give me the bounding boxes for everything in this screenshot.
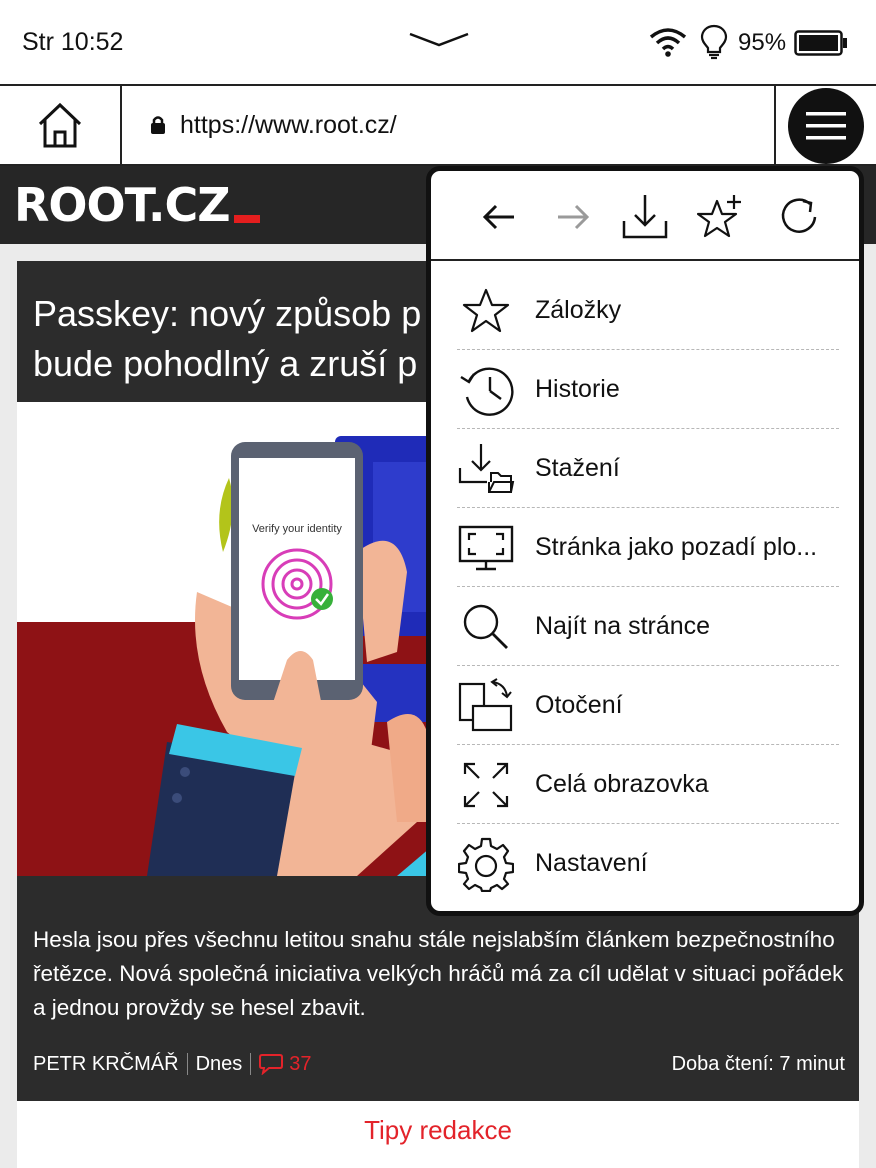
image-caption: Verify your identity: [252, 523, 342, 535]
menu-item-find-on-page[interactable]: [457, 587, 839, 666]
menu-toolbar: [431, 171, 859, 261]
back-arrow-icon: [482, 204, 516, 230]
menu-item-label: Stažení: [535, 454, 620, 482]
menu-item-fullscreen[interactable]: [457, 745, 839, 824]
site-logo[interactable]: [14, 178, 260, 232]
status-time: Str 10:52: [22, 28, 124, 56]
search-icon: [457, 598, 515, 656]
home-icon: [36, 102, 84, 148]
comment-count[interactable]: 37: [289, 1052, 312, 1075]
downloads-icon: [457, 440, 515, 498]
add-bookmark-button[interactable]: [697, 193, 745, 241]
menu-item-label: Otočení: [535, 691, 623, 719]
chevron-down-icon[interactable]: [408, 30, 470, 50]
browser-menu: [426, 166, 864, 916]
back-button[interactable]: [475, 193, 523, 241]
battery-icon: [794, 30, 848, 56]
article-perex: Hesla jsou přes všechnu letitou snahu stále nejslabším článkem bezpečnostního řetězce. Nová společná iniciativa velkých hráčů má za cíl udělat v situaci pořádek a jednou provždy se hesel zbavit.: [33, 927, 844, 1020]
battery-percent: 95%: [738, 29, 787, 56]
screen-wallpaper-icon: [457, 519, 515, 577]
reload-button[interactable]: [775, 193, 823, 241]
add-bookmark-icon: [697, 193, 745, 241]
home-button[interactable]: [0, 86, 122, 164]
article-meta: [33, 1049, 845, 1079]
status-bar: [0, 0, 876, 86]
forward-button[interactable]: [549, 193, 597, 241]
article-title[interactable]: Passkey: nový způsob p bude pohodlný a zruší p: [33, 293, 422, 384]
menu-button[interactable]: [788, 88, 864, 164]
article-date: Dnes: [195, 1052, 243, 1075]
reload-icon: [777, 195, 821, 239]
menu-item-label: Záložky: [535, 296, 622, 324]
url-text: https://www.root.cz/: [180, 110, 397, 139]
wifi-icon: [648, 26, 688, 58]
menu-item-label: Celá obrazovka: [535, 770, 709, 798]
menu-item-label: Nastavení: [535, 849, 648, 877]
tips-heading[interactable]: Tipy redakce: [364, 1115, 512, 1145]
logo-underscore: [234, 215, 260, 223]
meta-divider: [187, 1053, 188, 1075]
menu-item-history[interactable]: [457, 350, 839, 429]
address-bar: [0, 86, 876, 166]
menu-item-label: Najít na stránce: [535, 612, 711, 640]
lock-icon: [150, 115, 166, 135]
light-bulb-icon: [700, 24, 728, 60]
menu-item-rotation[interactable]: [457, 666, 839, 745]
fullscreen-icon: [457, 756, 515, 814]
hamburger-menu-icon: [806, 111, 846, 141]
menu-item-label: Stránka jako pozadí plo...: [535, 533, 818, 561]
star-icon: [457, 282, 515, 340]
read-time: Doba čtení: 7 minut: [671, 1052, 845, 1075]
meta-divider: [250, 1053, 251, 1075]
gear-icon: [457, 835, 515, 893]
rotate-icon: [457, 677, 515, 735]
menu-item-page-as-wallpaper[interactable]: [457, 508, 839, 587]
menu-item-bookmarks[interactable]: [457, 271, 839, 350]
tips-bar: [17, 1101, 859, 1168]
menu-item-downloads[interactable]: [457, 429, 839, 508]
forward-arrow-icon: [556, 204, 590, 230]
article-author[interactable]: PETR KRČMÁŘ: [33, 1052, 179, 1075]
menu-item-label: Historie: [535, 375, 620, 403]
url-field[interactable]: [124, 86, 776, 164]
site-logo-text: ROOT.CZ: [14, 178, 230, 232]
comment-icon[interactable]: [259, 1053, 283, 1075]
history-icon: [457, 361, 515, 419]
download-page-button[interactable]: [621, 193, 669, 241]
download-icon: [622, 193, 668, 241]
menu-item-settings[interactable]: [457, 824, 839, 903]
